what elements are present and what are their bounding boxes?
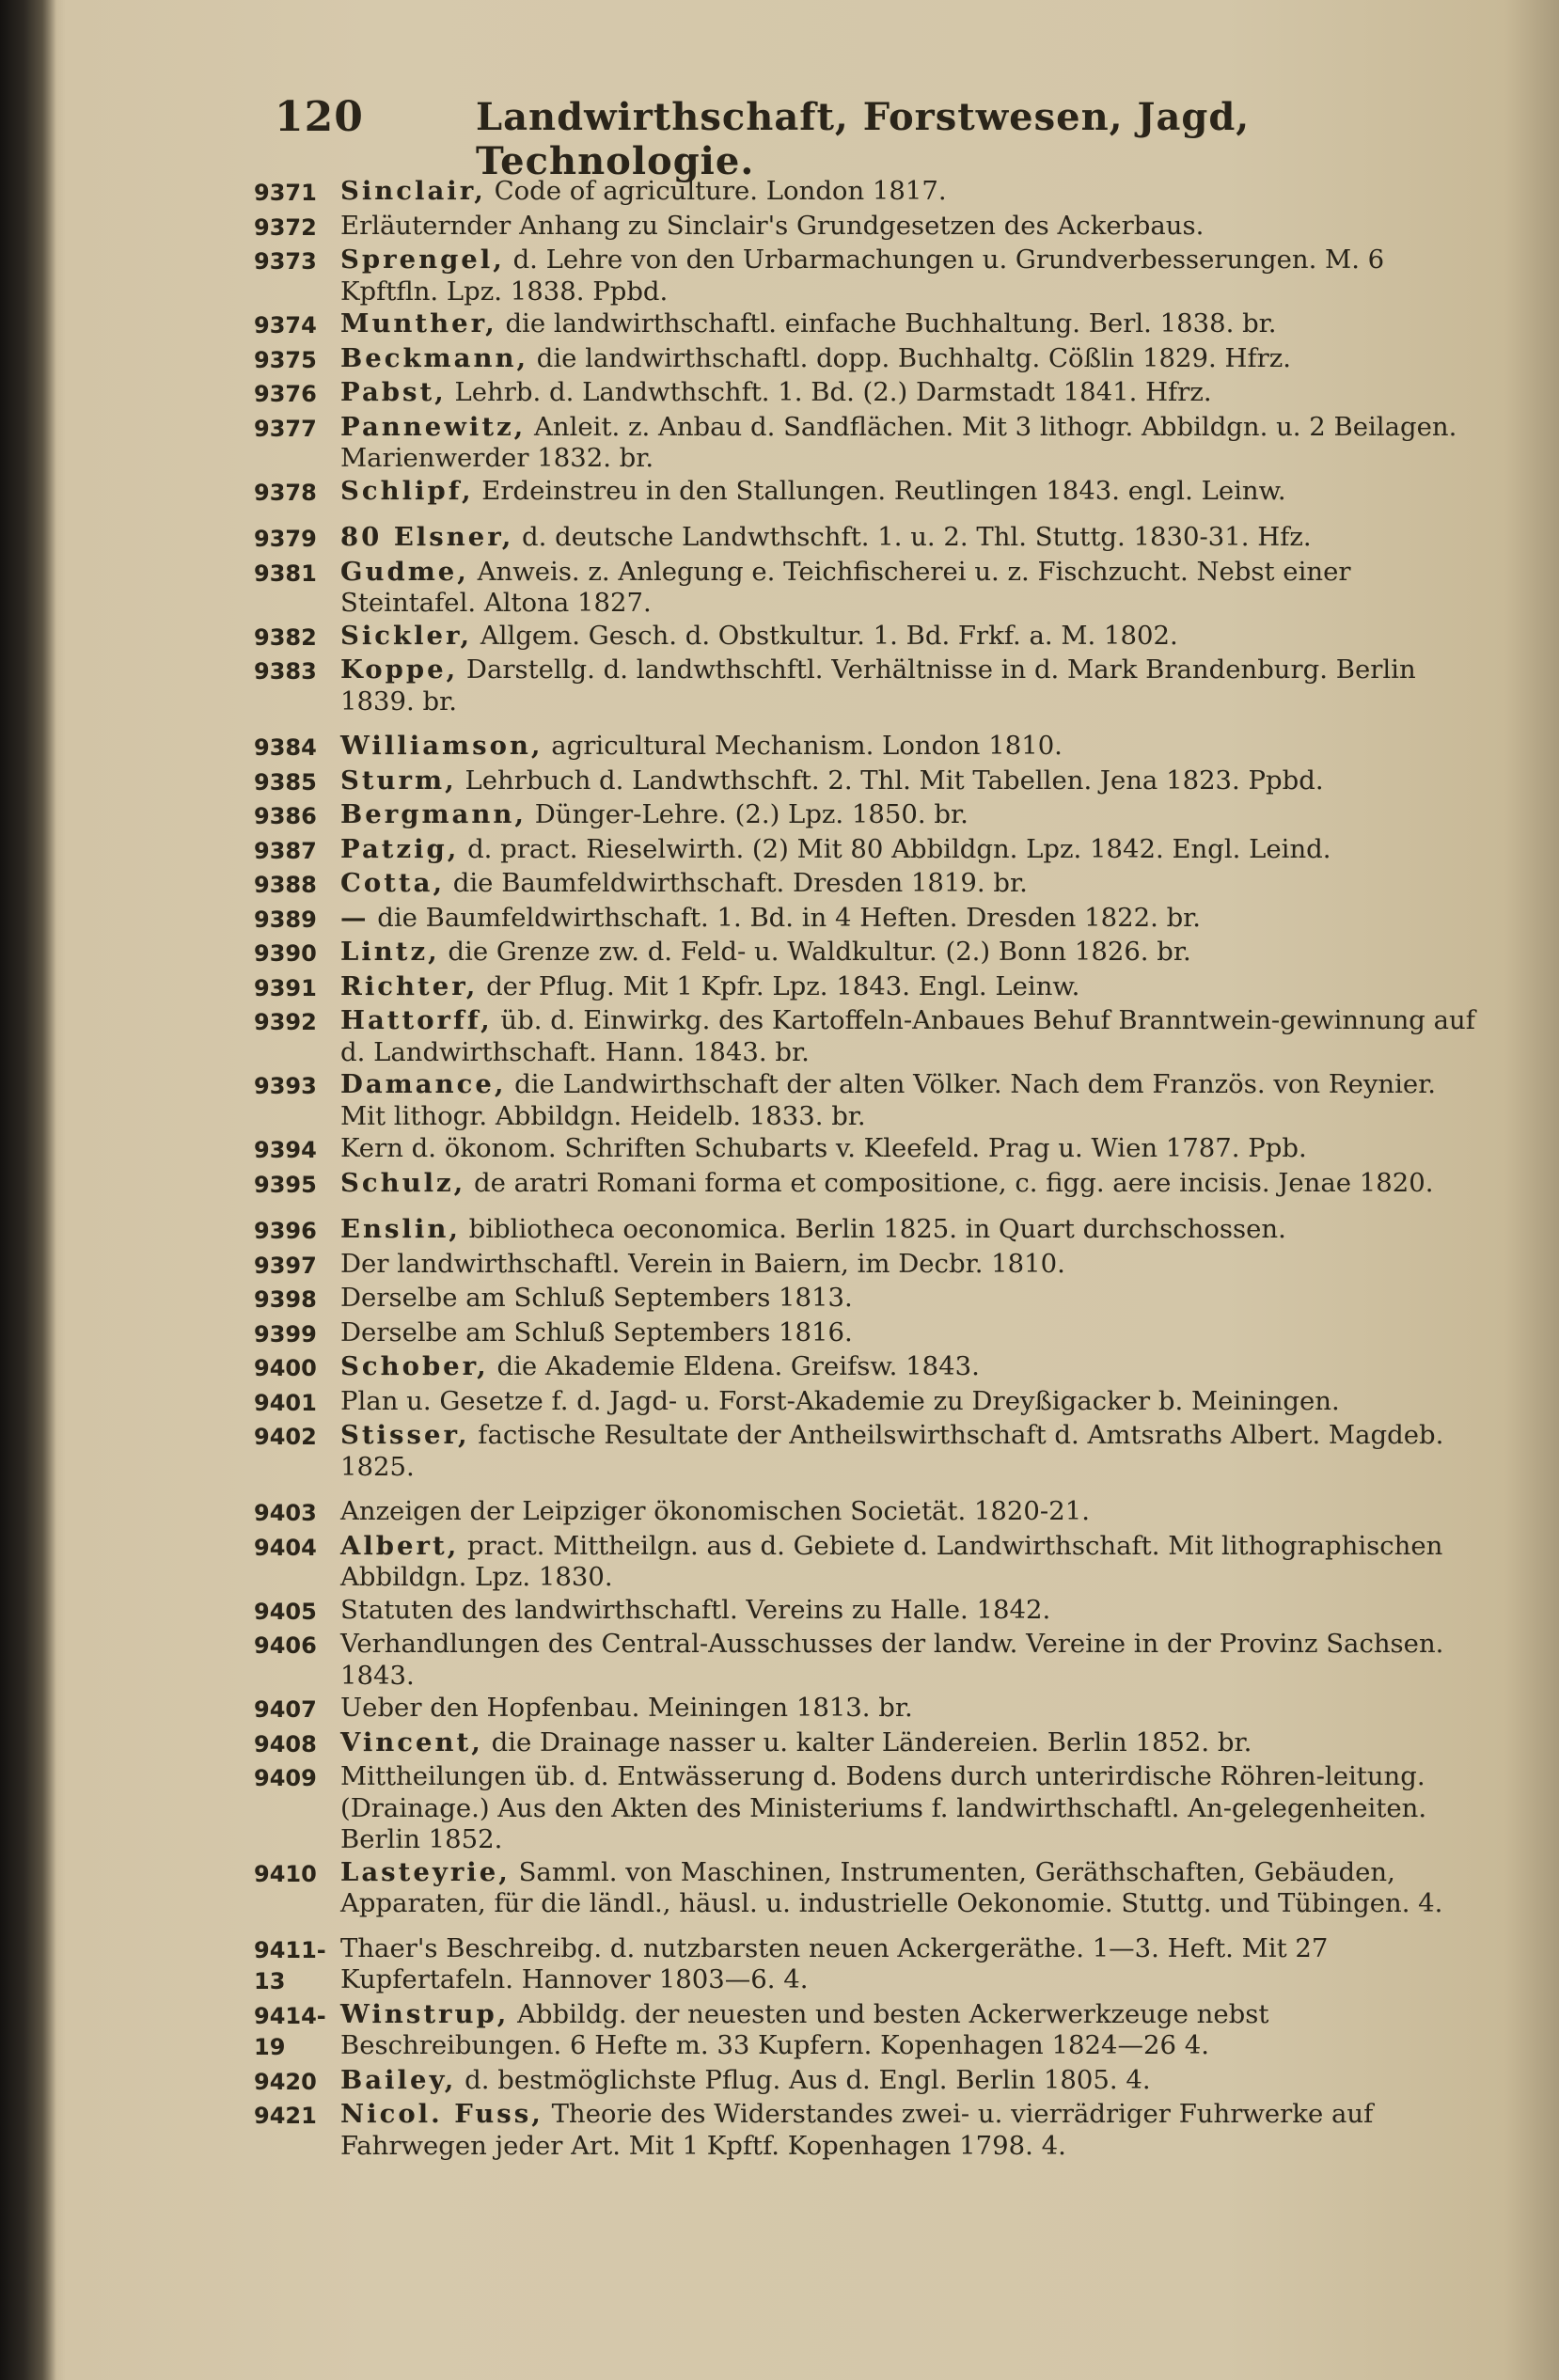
entry-number: 9390 [254, 940, 317, 967]
catalog-entry [254, 1999, 1476, 2064]
entry-description: Erläuternder Anhang zu Sinclair's Grundgesetzen des Ackerbaus. [340, 210, 1205, 241]
entry-number: 9396 [254, 1218, 317, 1244]
entry-number: 9408 [254, 1730, 317, 1757]
entry-author: Beckmann, [340, 342, 529, 373]
entry-description: Lehrbuch d. Landwthschft. 2. Thl. Mit Tabellen. Jena 1823. Ppbd. [465, 764, 1324, 796]
entry-text [340, 1283, 1476, 1315]
entry-author: Richter, [340, 970, 479, 1001]
catalog-entry [254, 308, 1476, 342]
catalog-entry [254, 176, 1476, 210]
entry-text [340, 1857, 1476, 1920]
entry-text [340, 834, 1476, 866]
entry-author: Damance, [340, 1069, 507, 1099]
entry-text [340, 412, 1476, 475]
entry-number: 9404 [254, 1534, 317, 1561]
entry-description: die Grenze zw. d. Feld- u. Waldkultur. (2.) Bonn 1826. br. [448, 937, 1191, 967]
entry-description: der Pflug. Mit 1 Kpfr. Lpz. 1843. Engl. Leinw. [486, 970, 1080, 1001]
entry-text [340, 1629, 1476, 1692]
entry-number: 9403 [254, 1500, 317, 1526]
entry-author: Pannewitz, [340, 411, 527, 442]
entry-text [340, 377, 1476, 409]
entry-number: 9397 [254, 1252, 317, 1279]
catalog-entry [254, 343, 1476, 377]
entry-number: 9382 [254, 623, 317, 651]
entry-author: Schlipf, [340, 475, 474, 506]
catalog-entry [254, 557, 1476, 620]
entry-number: 9387 [254, 837, 317, 864]
catalog-entry [254, 244, 1476, 307]
catalog-entry [254, 1283, 1476, 1316]
entry-text [340, 1168, 1476, 1200]
entry-number: 9394 [254, 1137, 317, 1163]
entry-text [340, 621, 1476, 653]
entry-author: Albert, [340, 1530, 460, 1561]
entry-text [340, 1595, 1476, 1627]
catalog-entry [254, 765, 1476, 799]
entry-author: Gudme, [340, 556, 469, 587]
catalog-entry [254, 1351, 1476, 1385]
entry-description: Mittheilungen üb. d. Entwässerung d. Bodens durch unterirdische Röhren-leitung. (Drainage.) Aus den Akten des Ministeriums f. landwirthschaftl. An-gelegenheiten. Berlin 1852. [340, 1761, 1427, 1854]
entry-author: Schulz, [340, 1167, 466, 1198]
entry-text [340, 971, 1476, 1003]
entry-number: 9374 [254, 312, 317, 339]
running-title: Landwirthschaft, Forstwesen, Jagd, Technologie. [476, 95, 1251, 183]
entry-number: 9411-13 [254, 1936, 326, 1994]
entry-description: die Landwirthschaft der alten Völker. Nach dem Französ. von Reynier. Mit lithogr. Abbildgn. Heidelb. 1833. br. [340, 1069, 1437, 1131]
entry-author: Stisser, [340, 1420, 470, 1450]
entry-description: pract. Mittheilgn. aus d. Gebiete d. Landwirthschaft. Mit lithographischen Abbildgn. Lpz. 1830. [340, 1530, 1443, 1592]
entry-text [340, 244, 1476, 307]
entry-text [340, 308, 1476, 340]
entry-text [340, 1005, 1476, 1068]
entry-author: — [340, 902, 370, 933]
catalog-entry [254, 1317, 1476, 1351]
book-gutter-shadow [0, 0, 56, 2380]
entry-text [340, 476, 1476, 508]
entry-number: 9385 [254, 768, 317, 796]
entry-text [340, 765, 1476, 797]
entry-text [340, 731, 1476, 763]
entry-author: Schober, [340, 1351, 489, 1381]
entry-text [340, 1249, 1476, 1281]
catalog-entry [254, 654, 1476, 717]
entry-author: Lasteyrie, [340, 1856, 511, 1887]
entry-author: Sickler, [340, 620, 473, 651]
entry-description: Derselbe am Schluß Septembers 1816. [340, 1316, 853, 1348]
catalog-entry [254, 1595, 1476, 1629]
entry-author: Pabst, [340, 377, 447, 407]
entry-text [340, 557, 1476, 620]
entry-number: 9420 [254, 2068, 317, 2095]
entry-author: Williamson, [340, 731, 543, 761]
catalog-entry [254, 2065, 1476, 2099]
entry-text [340, 799, 1476, 831]
catalog-entry [254, 412, 1476, 475]
entry-number: 9371 [254, 180, 317, 206]
catalog-entry [254, 1629, 1476, 1692]
entry-description: die landwirthschaftl. dopp. Buchhaltg. Cößlin 1829. Hfrz. [536, 342, 1292, 373]
entry-author: Bergmann, [340, 799, 527, 829]
catalog-entry [254, 211, 1476, 244]
entry-description: Anleit. z. Anbau d. Sandflächen. Mit 3 lithogr. Abbildgn. u. 2 Beilagen. Marienwerder 1832. br. [340, 411, 1457, 473]
entry-author: 80 Elsner, [340, 522, 514, 552]
catalog-entry [254, 937, 1476, 970]
catalog-entry [254, 1933, 1476, 1998]
entry-number: 9389 [254, 906, 317, 933]
entry-number: 9391 [254, 974, 317, 1001]
entry-description: d. deutsche Landwthschft. 1. u. 2. Thl. Stuttg. 1830-31. Hfz. [522, 522, 1312, 552]
catalog-entry [254, 476, 1476, 510]
entry-number: 9386 [254, 803, 317, 829]
entry-author: Sturm, [340, 764, 457, 796]
page-header [254, 89, 1476, 183]
entry-description: agricultural Mechanism. London 1810. [551, 731, 1063, 761]
catalog-entry [254, 1214, 1476, 1248]
entry-text [340, 1761, 1476, 1856]
entry-description: die Baumfeldwirthschaft. Dresden 1819. br. [452, 868, 1028, 898]
entry-text [340, 1069, 1476, 1132]
catalog-entries [254, 176, 1476, 2163]
entry-number: 9421 [254, 2103, 317, 2129]
entry-description: Der landwirthschaftl. Verein in Baiern, im Decbr. 1810. [340, 1248, 1065, 1279]
catalog-entry [254, 1005, 1476, 1068]
catalog-entry [254, 522, 1476, 556]
entry-author: Sprengel, [340, 244, 505, 275]
entry-number: 9392 [254, 1009, 317, 1035]
entry-description: Ueber den Hopfenbau. Meiningen 1813. br. [340, 1693, 913, 1723]
catalog-entry [254, 1727, 1476, 1761]
entry-number: 9398 [254, 1286, 317, 1313]
entry-description: Derselbe am Schluß Septembers 1813. [340, 1283, 853, 1313]
entry-text [340, 1420, 1476, 1483]
entry-text [340, 1386, 1476, 1418]
entry-number: 9400 [254, 1355, 317, 1381]
entry-author: Koppe, [340, 654, 459, 685]
entry-number: 9395 [254, 1171, 317, 1198]
entry-description: die Drainage nasser u. kalter Ländereien. Berlin 1852. br. [491, 1726, 1252, 1757]
entry-text [340, 1496, 1476, 1528]
entry-description: Statuten des landwirthschaftl. Vereins zu Halle. 1842. [340, 1594, 1051, 1625]
entry-description: de aratri Romani forma et compositione, c. figg. aere incisis. Jenae 1820. [473, 1167, 1434, 1198]
entry-description: Abbildg. der neuesten und besten Ackerwerkzeuge nebst Beschreibungen. 6 Hefte m. 33 Kupfern. Kopenhagen 1824—26 4. [340, 1998, 1269, 2060]
catalog-entry [254, 903, 1476, 937]
entry-description: bibliotheca oeconomica. Berlin 1825. in Quart durchschossen. [468, 1214, 1286, 1244]
entry-text [340, 522, 1476, 554]
entry-number: 9379 [254, 526, 317, 552]
catalog-entry [254, 799, 1476, 833]
entry-description: d. pract. Rieselwirth. (2) Mit 80 Abbildgn. Lpz. 1842. Engl. Leind. [467, 833, 1331, 864]
entry-description: Erdeinstreu in den Stallungen. Reutlingen 1843. engl. Leinw. [481, 475, 1286, 506]
catalog-entry [254, 1133, 1476, 1167]
entry-text [340, 1693, 1476, 1725]
entry-number: 9410 [254, 1860, 317, 1887]
entry-description: Verhandlungen des Central-Ausschusses der landw. Vereine in der Provinz Sachsen. 1843. [340, 1629, 1444, 1691]
entry-description: d. bestmöglichste Pflug. Aus d. Engl. Berlin 1805. 4. [465, 2064, 1151, 2095]
entry-author: Enslin, [340, 1214, 461, 1244]
catalog-entry [254, 1496, 1476, 1530]
entry-number: 9377 [254, 415, 317, 442]
entry-author: Hattorff, [340, 1005, 493, 1035]
entry-description: Plan u. Gesetze f. d. Jagd- u. Forst-Akademie zu Dreyßigacker b. Meiningen. [340, 1385, 1340, 1416]
page-number: 120 [275, 93, 364, 141]
entry-description: üb. d. Einwirkg. des Kartoffeln-Anbaues Behuf Branntwein-gewinnung auf d. Landwirthschaft. Hann. 1843. br. [340, 1005, 1475, 1067]
catalog-entry [254, 971, 1476, 1005]
entry-author: Sinclair, [340, 176, 486, 206]
entry-author: Patzig, [340, 833, 460, 864]
entry-text [340, 1351, 1476, 1383]
entry-author: Cotta, [340, 868, 446, 898]
entry-text [340, 1317, 1476, 1349]
entry-number: 9393 [254, 1073, 317, 1099]
entry-description: d. Lehre von den Urbarmachungen u. Grundverbesserungen. M. 6 Kpftfln. Lpz. 1838. Ppbd. [340, 244, 1385, 307]
entry-description: Thaer's Beschreibg. d. nutzbarsten neuen Ackergeräthe. 1—3. Heft. Mit 27 Kupfertafeln. Hannover 1803—6. 4. [340, 1932, 1329, 1994]
entry-text [340, 176, 1476, 208]
entry-description: Anweis. z. Anlegung e. Teichfischerei u. z. Fischzucht. Nebst einer Steintafel. Altona 1827. [340, 556, 1351, 618]
catalog-entry [254, 1857, 1476, 1920]
entry-description: Darstellg. d. landwthschftl. Verhältnisse in d. Mark Brandenburg. Berlin 1839. br. [340, 654, 1416, 717]
entry-text [340, 1933, 1476, 1996]
entry-number: 9406 [254, 1632, 317, 1659]
entry-description: Code of agriculture. London 1817. [494, 176, 947, 206]
entry-author: Munther, [340, 308, 497, 339]
entry-number: 9399 [254, 1320, 317, 1348]
catalog-entry [254, 1069, 1476, 1132]
entry-number: 9409 [254, 1765, 317, 1791]
entry-description: Lehrb. d. Landwthschft. 1. Bd. (2.) Darmstadt 1841. Hfrz. [454, 377, 1212, 407]
entry-description: factische Resultate der Antheilswirthschaft d. Amtsraths Albert. Magdeb. 1825. [340, 1420, 1444, 1482]
catalog-entry [254, 1420, 1476, 1483]
entry-text [340, 343, 1476, 375]
catalog-entry [254, 1249, 1476, 1283]
catalog-entry [254, 621, 1476, 654]
entry-description: Allgem. Gesch. d. Obstkultur. 1. Bd. Frkf. a. M. 1802. [480, 620, 1178, 651]
entry-number: 9376 [254, 381, 317, 407]
entry-number: 9388 [254, 872, 317, 898]
entry-text [340, 1133, 1476, 1165]
entry-author: Winstrup, [340, 1998, 510, 2029]
entry-description: Dünger-Lehre. (2.) Lpz. 1850. br. [534, 799, 968, 829]
entry-description: die landwirthschaftl. einfache Buchhaltung. Berl. 1838. br. [505, 308, 1277, 339]
catalog-entry [254, 1168, 1476, 1202]
entry-text [340, 1999, 1476, 2062]
entry-text [340, 903, 1476, 935]
entry-author: Nicol. Fuss, [340, 2099, 543, 2129]
entry-text [340, 2065, 1476, 2097]
entry-description: Kern d. ökonom. Schriften Schubarts v. Kleefeld. Prag u. Wien 1787. Ppb. [340, 1133, 1307, 1163]
catalog-entry [254, 2099, 1476, 2162]
entry-number: 9402 [254, 1424, 317, 1450]
entry-number: 9407 [254, 1696, 317, 1723]
entry-number: 9378 [254, 479, 317, 506]
entry-text [340, 937, 1476, 969]
entry-author: Bailey, [340, 2064, 457, 2095]
entry-author: Lintz, [340, 937, 440, 967]
entry-text [340, 868, 1476, 900]
entry-number: 9414-19 [254, 2002, 326, 2060]
entry-number: 9401 [254, 1389, 317, 1416]
entry-text [340, 654, 1476, 717]
catalog-entry [254, 1761, 1476, 1856]
entry-description: Theorie des Widerstandes zwei- u. vierrädriger Fuhrwerke auf Fahrwegen jeder Art. Mit 1 Kpftf. Kopenhagen 1798. 4. [340, 2099, 1374, 2161]
entry-number: 9384 [254, 734, 317, 761]
entry-description: Samml. von Maschinen, Instrumenten, Geräthschaften, Gebäuden, Apparaten, für die ländl., häusl. u. industrielle Oekonomie. Stuttg. und Tübingen. 4. [340, 1856, 1443, 1918]
entry-number: 9405 [254, 1598, 317, 1625]
book-page [254, 89, 1476, 2346]
entry-text [340, 2099, 1476, 2162]
catalog-entry [254, 1531, 1476, 1594]
entry-number: 9383 [254, 658, 317, 685]
catalog-entry [254, 868, 1476, 902]
catalog-entry [254, 834, 1476, 868]
entry-number: 9381 [254, 560, 317, 587]
entry-text [340, 1727, 1476, 1759]
entry-number: 9372 [254, 213, 317, 241]
catalog-entry [254, 731, 1476, 764]
catalog-entry [254, 377, 1476, 411]
catalog-entry [254, 1693, 1476, 1726]
entry-description: die Akademie Eldena. Greifsw. 1843. [496, 1351, 980, 1381]
entry-number: 9373 [254, 248, 317, 275]
entry-text [340, 211, 1476, 243]
catalog-entry [254, 1386, 1476, 1420]
entry-text [340, 1531, 1476, 1594]
entry-text [340, 1214, 1476, 1246]
entry-description: die Baumfeldwirthschaft. 1. Bd. in 4 Heften. Dresden 1822. br. [377, 902, 1202, 933]
entry-description: Anzeigen der Leipziger ökonomischen Societät. 1820-21. [340, 1496, 1090, 1526]
entry-number: 9375 [254, 346, 317, 373]
entry-author: Vincent, [340, 1726, 483, 1757]
